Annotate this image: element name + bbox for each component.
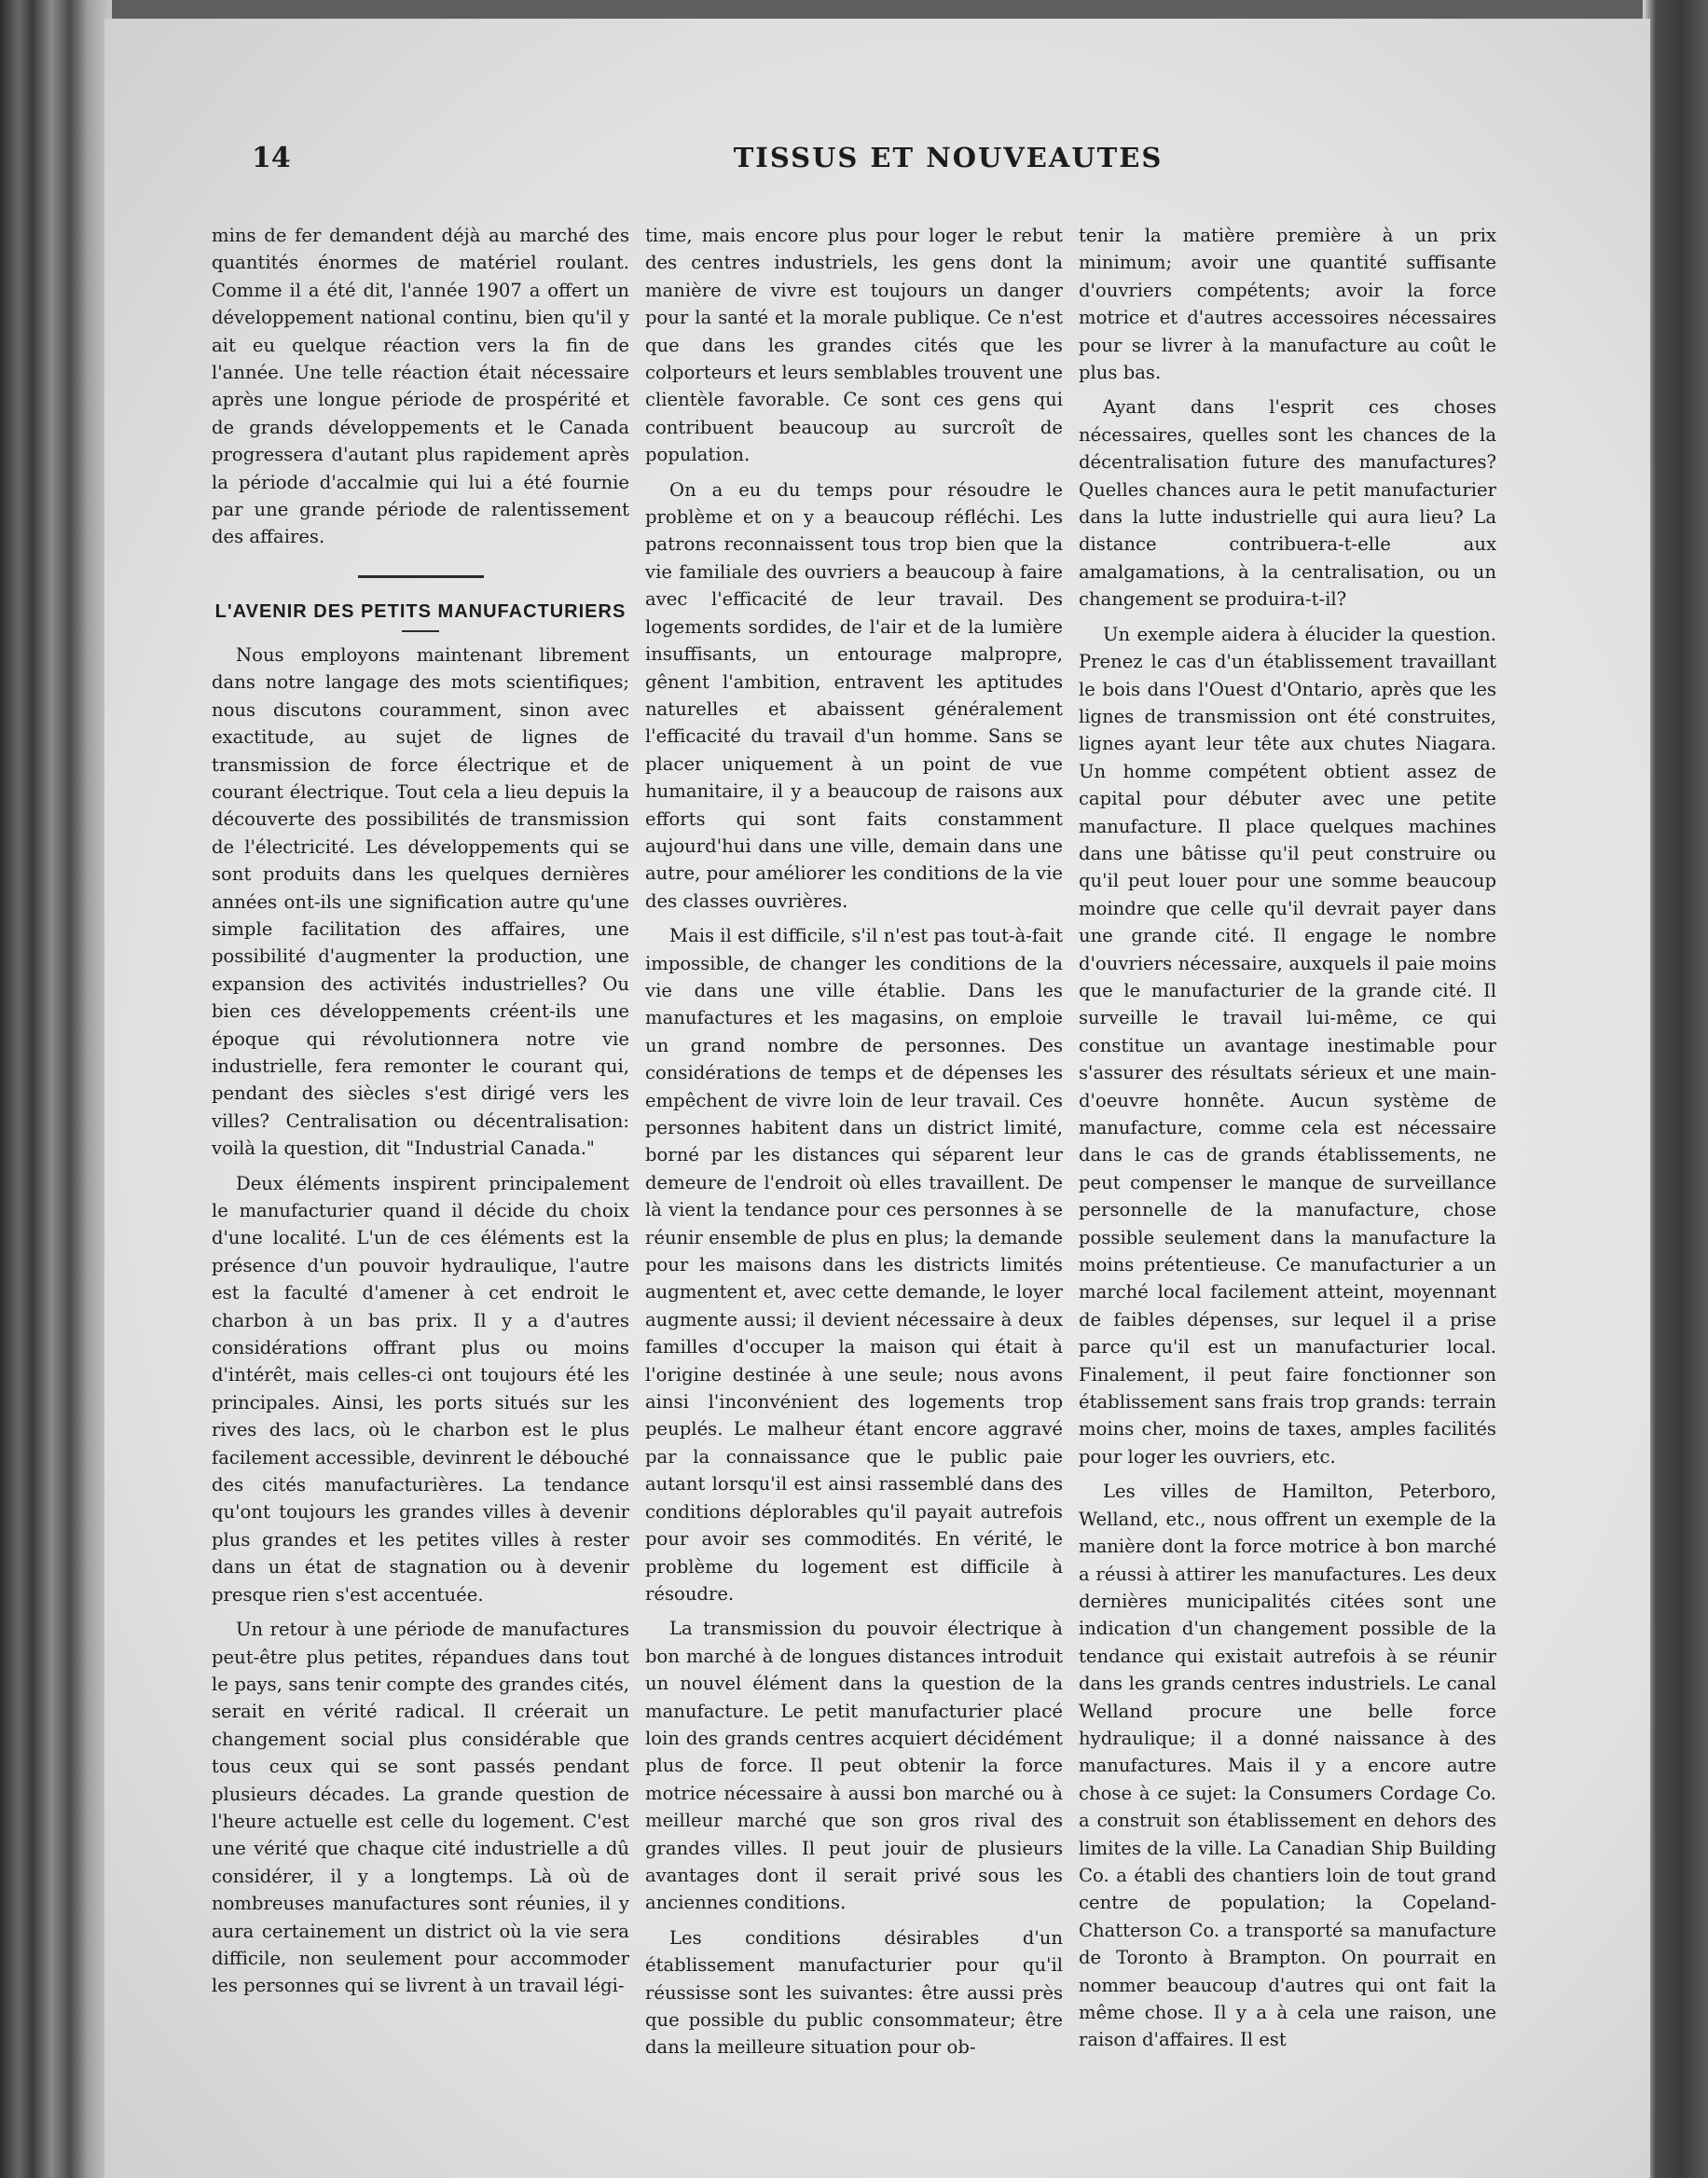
paragraph: mins de fer demandent déjà au marché des quantités énormes de matériel roulant. Comme il a été dit, l'année 1907 a offert un développement national continu, bien qu'il y ait eu quelque réaction vers la fin de l'année. Une telle réaction était nécessaire après une longue période de prospérité et de grands développements et le Canada progressera d'autant plus rapidement après la période d'accalmie qui lui a été fournie par une grande période de ralentissement des affaires. xyxy=(212,225,629,548)
running-head: TISSUS ET NOUVEAUTES xyxy=(733,142,1164,173)
page-number: 14 xyxy=(252,142,291,174)
book-binding-right xyxy=(1643,0,1708,2178)
paragraph: Les villes de Hamilton, Peterboro, Welland, etc., nous offrent un exemple de la manière dont la force motrice à bon marché a réussi à attirer les manufactures. Les deux dernières municipalités citées sont une indication d'un changement possible de la tendance qui existait autrefois à se réunir dans les grands centres industriels. Le canal Welland procure une belle force hydraulique; il a donné naissance à des manufactures. Mais il y a encore autre chose à ce sujet: la Consumers Cordage Co. a construit son établissement en dehors des limites de la ville. La Canadian Ship Building Co. a établi des chantiers loin de tout grand centre de population; la Copeland-Chatterson Co. a transporté sa manufacture de Toronto à Brampton. On pourrait en nommer beaucoup d'autres qui ont fait la même chose. Il y a à cela une raison, une raison d'affaires. Il est xyxy=(1079,1481,1496,2051)
paragraph: Un exemple aidera à élucider la question. Prenez le cas d'un établissement travaillant le bois dans l'Ouest d'Ontario, après que les lignes de transmission ont été construites, lignes ayant leur tête aux chutes Niagara. Un homme compétent obtient assez de capital pour débuter avec une petite manufacture. Il place quelques machines dans une bâtisse qu'il peut construire ou qu'il peut louer pour une somme beaucoup moindre que celle qu'il devrait payer dans une grande cité. Il engage le nombre d'ouvriers nécessaire, auxquels il paie moins que le manufacturier de la grande cité. Il surveille le travail lui-même, ce qui constitue un avantage inestimable pour s'assurer des résultats sérieux et une main-d'oeuvre honnête. Aucun système de manufacture, comme cela est nécessaire dans le cas de grands établissements, ne peut compenser le manque de surveillance personnelle de la manufacture, chose possible seulement dans la manufacture la moins prétentieuse. Ce manufacturier a un marché local facilement atteint, moyennant de faibles dépenses, sur lequel il a prise parce qu'il est un manufacturier local. Finalement, il peut faire fonctionner son établissement sans frais trop grands: terrain moins cher, moins de taxes, amples facilités pour loger les ouvriers, etc. xyxy=(1079,623,1496,1468)
text-column-1 xyxy=(212,222,629,2007)
paragraph: Ayant dans l'esprit ces choses nécessaires, quelles sont les chances de la décentralisation future des manufactures? Quelles chances aura le petit manufacturier dans la lutte industrielle qui aura lieu? La distance contribuera-t-elle aux amalgamations, à la centralisation, ou un changement se produira-t-il? xyxy=(1079,396,1496,611)
paragraph: Nous employons maintenant librement dans notre langage des mots scientifiques; nous discutons couramment, sinon avec exactitude, au sujet de lignes de transmission de force électrique et de courant électrique. Tout cela a lieu depuis la découverte des possibilités de transmission de l'électricité. Les développements qui se sont produits dans les quelques dernières années ont-ils une signification autre qu'une simple facilitation des affaires, une possibilité d'augmenter la production, une expansion des activités industrielles? Ou bien ces développements créent-ils une époque qui révolutionnera notre vie industrielle, fera remonter le courant qui, pendant des siècles s'est dirigé vers les villes? Centralisation ou décentralisation: voilà la question, dit "Industrial Canada." xyxy=(212,643,629,1160)
section-heading: L'AVENIR DES PETITS MANUFACTURIERS xyxy=(214,600,627,622)
paragraph: time, mais encore plus pour loger le rebut des centres industriels, les gens dont la manière de vivre est toujours un danger pour la santé et la morale publique. Ce n'est que dans les grandes cités que les colporteurs et leurs semblables trouvent une clientèle favorable. Ce sont ces gens qui contribuent beaucoup au surcroît de population. xyxy=(645,225,1063,466)
paragraph: Un retour à une période de manufactures peut-être plus petites, répandues dans tout le pays, sans tenir compte des grandes cités, serait en vérité radical. Il créerait un changement social plus considérable que tous ceux qui se sont passés pendant plusieurs décades. La grande question de l'heure actuelle est celle du logement. C'est une vérité que chaque cité industrielle a dû considérer, il y a longtemps. Là où de nombreuses manufactures sont réunies, il y aura certainement un district où la vie sera difficile, non seulement pour accommoder les personnes qui se livrent à un travail légi- xyxy=(212,1619,629,1997)
scanned-page xyxy=(104,19,1650,2178)
section-divider xyxy=(358,575,484,578)
text-column-3 xyxy=(1079,222,1496,2061)
paragraph: Les conditions désirables d'un établissement manufacturier pour qu'il réussisse sont les suivantes: être aussi près que possible du public consommateur; être dans la meilleure situation pour ob- xyxy=(645,1926,1063,2059)
text-column-2 xyxy=(645,222,1063,2069)
paragraph: On a eu du temps pour résoudre le problème et on y a beaucoup réfléchi. Les patrons reconnaissent tous trop bien que la vie familiale des ouvriers a beaucoup à faire avec l'efficacité de leur travail. Des logements sordides, de l'air et de la lumière insuffisants, un entourage malpropre, gênent l'ambition, entravent les aptitudes naturelles et abaissent généralement l'efficacité du travail d'un homme. Sans se placer uniquement à un point de vue humanitaire, il y a beaucoup de raisons aux efforts qui sont faits constamment aujourd'hui dans une ville, demain dans une autre, pour améliorer les conditions de la vie des classes ouvrières. xyxy=(645,478,1063,912)
paragraph: tenir la matière première à un prix minimum; avoir une quantité suffisante d'ouvriers compétents; avoir la force motrice et d'autres accessoires nécessaires pour se livrer à la manufacture au coût le plus bas. xyxy=(1079,225,1496,384)
paragraph: Mais il est difficile, s'il n'est pas tout-à-fait impossible, de changer les conditions de la vie dans une ville établie. Dans les manufactures et les magasins, on emploie un grand nombre de personnes. Des considérations de temps et de dépenses les empêchent de vivre loin de leur travail. Ces personnes habitent dans un district limité, borné par les distances qui séparent leur demeure de l'endroit où elles travaillent. De là vient la tendance pour ces personnes à se réunir ensemble de plus en plus; la demande pour les maisons dans les districts limités augmentent et, avec cette demande, le loyer augmente aussi; il devient nécessaire à deux familles d'occuper la maison qui était à l'origine destinée à une seule; nous avons ainsi l'inconvénient des logements trop peuplés. Le malheur étant encore aggravé par la connaissance que le public paie autant lorsqu'il est ainsi rassemblé dans des conditions déplorables qu'il payait autrefois pour avoir ses commodités. En vérité, le problème du logement est difficile à résoudre. xyxy=(645,925,1063,1605)
paragraph: Deux éléments inspirent principalement le manufacturier quand il décide du choix d'une localité. L'un de ces éléments est la présence d'un pouvoir hydraulique, l'autre est la faculté d'amener à cet endroit le charbon à un bas prix. Il y a d'autres considérations offrant plus ou moins d'intérêt, mais celles-ci ont toujours été les principales. Ainsi, les ports situés sur les rives des lacs, où le charbon est le plus facilement accessible, devinrent le débouché des cités manufacturières. La tendance qu'ont toujours les grandes villes à devenir plus grandes et les petites villes à rester dans un état de stagnation ou à devenir presque rien s'est accentuée. xyxy=(212,1172,629,1606)
heading-underline xyxy=(402,630,439,632)
book-binding-left xyxy=(0,0,112,2178)
paragraph: La transmission du pouvoir électrique à bon marché à de longues distances introduit un nouvel élément dans la question de la manufacture. Le petit manufacturier placé loin des grands centres acquiert décidément plus de force. Il peut obtenir la force motrice nécessaire à aussi bon marché ou à meilleur marché que son gros rival des grandes villes. Il peut jouir de plusieurs avantages dont il serait privé sous les anciennes conditions. xyxy=(645,1618,1063,1914)
